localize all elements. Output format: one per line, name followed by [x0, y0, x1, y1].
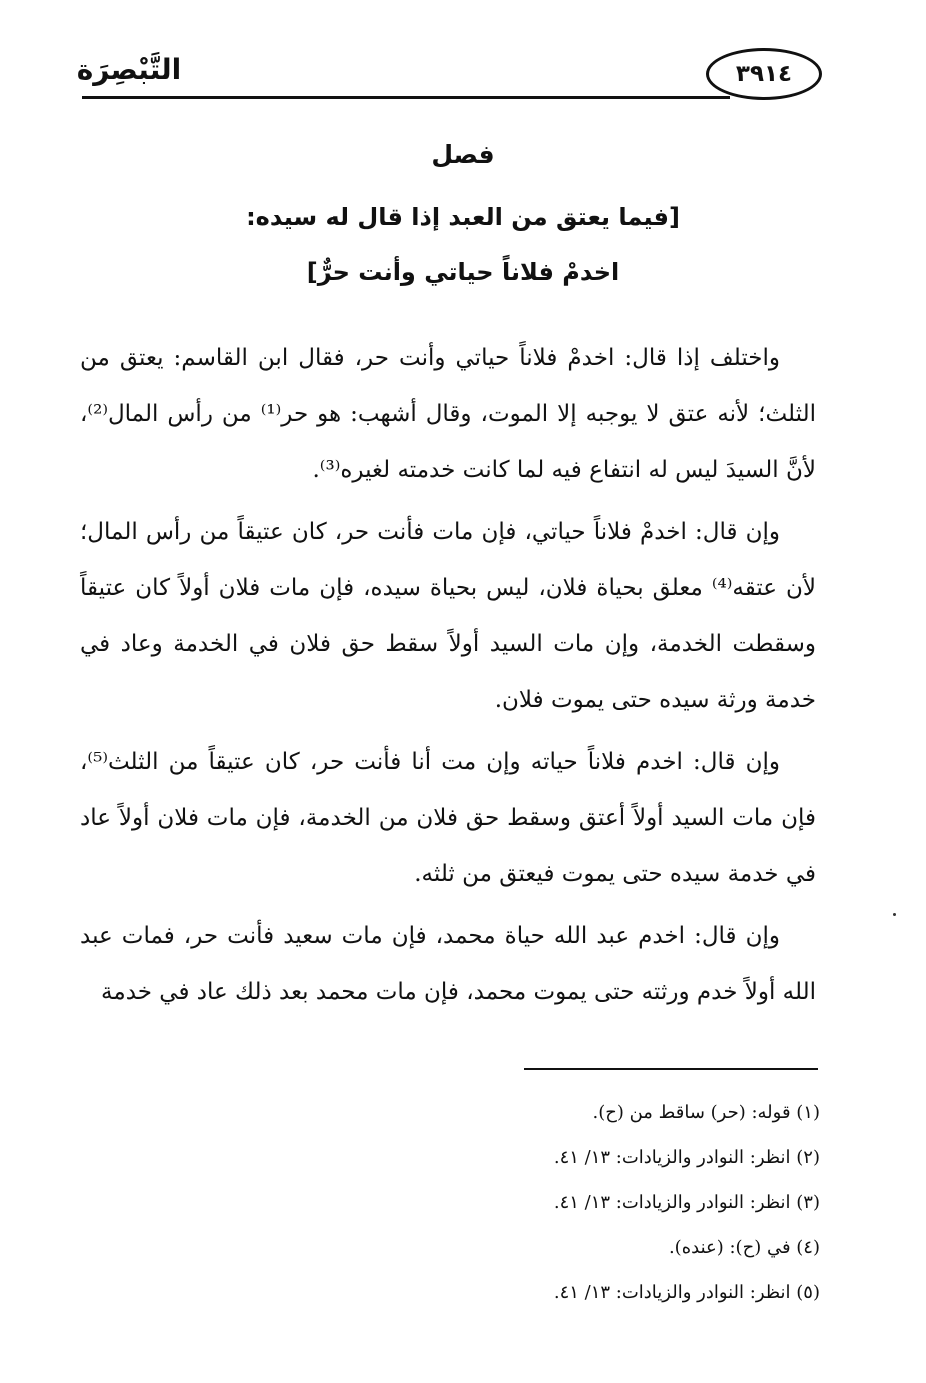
page-number: ٣٩١٤ [735, 61, 793, 87]
paragraph-1: واختلف إذا قال: اخدمْ فلاناً حياتي وأنت حر، فقال ابن القاسم: يعتق من الثلث؛ لأنه عتق لا يوجبه إلا الموت، وقال أشهب: هو حر⁽¹⁾ من رأس المال⁽²⁾، لأنَّ السيدَ ليس له انتفاع فيه لما كانت خدمته لغيره⁽³⁾. [80, 345, 816, 483]
section-label: فصل [431, 140, 495, 169]
page-number-badge [706, 48, 822, 100]
page-header [0, 0, 926, 110]
paragraph-2: وإن قال: اخدمْ فلاناً حياتي، فإن مات فأنت حر، كان عتيقاً من رأس المال؛ لأن عتقه⁽⁴⁾ معلق بحياة فلان، ليس بحياة سيده، فإن مات فلان أولاً كان عتيقاً وسقطت الخدمة، وإن مات السيد أولاً سقط حق فلان في الخدمة وعاد في خدمة ورثة سيده حتى يموت فلان. [80, 519, 816, 713]
footnotes [380, 1090, 820, 1315]
footnote-2: (٢) انظر: النوادر والزيادات: ١٣/ ٤١. [553, 1147, 820, 1168]
footnote-3: (٣) انظر: النوادر والزيادات: ١٣/ ٤١. [553, 1192, 820, 1213]
footnote-4: (٤) في (ح): (عنده). [668, 1237, 820, 1258]
paragraph-4: وإن قال: اخدم عبد الله حياة محمد، فإن مات سعيد فأنت حر، فمات عبد الله أولاً خدم ورثته حتى يموت محمد، فإن مات محمد بعد ذلك عاد في خدمة [80, 923, 816, 1005]
paragraph-3: وإن قال: اخدم فلاناً حياته وإن مت أنا فأنت حر، كان عتيقاً من الثلث⁽⁵⁾، فإن مات السيد أولاً أعتق وسقط حق فلان من الخدمة، فإن مات فلان أولاً عاد في خدمة سيده حتى يموت فيعتق من ثلثه. [80, 749, 816, 887]
footnote-5: (٥) انظر: النوادر والزيادات: ١٣/ ٤١. [553, 1282, 820, 1303]
footnote-separator [524, 1068, 818, 1070]
section-title-line-2: اخدمْ فلاناً حياتي وأنت حرٌّ] [306, 258, 620, 286]
scan-speck [893, 913, 896, 916]
section-title-line-1: [فيما يعتق من العبد إذا قال له سيده: [246, 203, 680, 231]
footnote-1: (١) قوله: (حر) ساقط من (ح). [592, 1102, 820, 1123]
book-title-logo: التَّبْصِرَة [76, 53, 182, 86]
body-text [80, 330, 816, 1026]
header-rule [82, 96, 730, 99]
